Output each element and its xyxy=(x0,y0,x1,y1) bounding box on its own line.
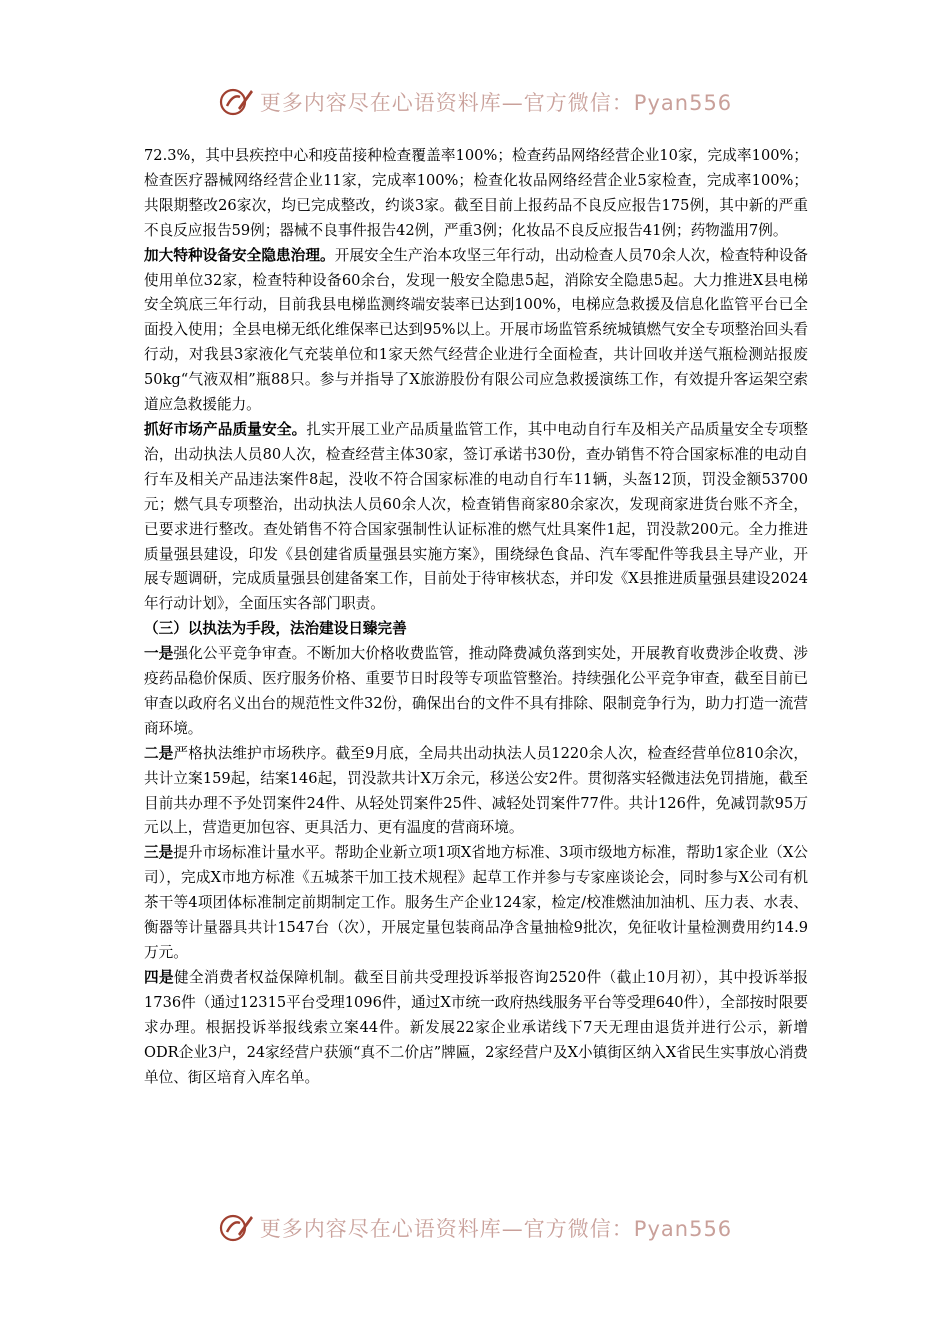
paragraph xyxy=(144,418,808,617)
paragraph xyxy=(144,244,808,418)
pen-logo-icon xyxy=(218,1210,254,1246)
paragraph-text: 提升市场标准计量水平。帮助企业新立项1项X省地方标准、3项市级地方标准，帮助1家企业（X公司），完成X市地方标准《五城茶干加工技术规程》起草工作并参与专家座谈论会，同时参与X公司有机茶干等4项团体标准制定前期制定工作。服务生产企业124家，检定/校准燃油加油机、压力表、水表、衡器等计量器具共计1547台（次），开展定量包装商品净含量抽检9批次，免征收计量检测费用约14.9万元。 xyxy=(144,844,808,961)
banner-text: 更多内容尽在心语资料库—官方微信：Pyan556 xyxy=(259,1217,733,1241)
paragraph-text: 健全消费者权益保障机制。截至目前共受理投诉举报咨询2520件（截止10月初），其中投诉举报1736件（通过12315平台受理1096件，通过X市统一政府热线服务平台等受理640件），全部按时限要求办理。根据投诉举报线索立案44件。新发展22家企业承诺线下7天无理由退货并进行公示，新增ODR企业3户，24家经营户获颁“真不二价店”牌匾，2家经营户及X小镇街区纳入X省民生实事放心消费单位、街区培育入库名单。 xyxy=(144,968,808,1086)
paragraph-text: 严格执法维护市场秩序。截至9月底，全局共出动执法人员1220余人次，检查经营单位810余次，共计立案159起，结案146起，罚没款共计X万余元，移送公安2件。贯彻落实轻微违法免罚措施，截至目前共办理不予处罚案件24件、从轻处罚案件25件、减轻处罚案件77件。共计126件，免减罚款95万元以上，营造更加包容、更具活力、更有温度的营商环境。 xyxy=(144,744,808,837)
footer-banner xyxy=(0,1208,950,1248)
pen-logo-icon xyxy=(218,84,254,120)
paragraph xyxy=(144,144,808,244)
paragraph-text: 开展安全生产治本攻坚三年行动，出动检查人员70余人次，检查特种设备使用单位32家，检查特种设备60余台，发现一般安全隐患5起，消除安全隐患5起。大力推进X县电梯安全筑底三年行动，目前我县电梯监测终端安装率已达到100%，电梯应急救援及信息化监管平台已全面投入使用；全县电梯无纸化维保率已达到95%以上。开展市场监管系统城镇燃气安全专项整治回头看行动，对我县3家液化气充装单位和1家天然气经营企业进行全面检查，共计回收并送气瓶检测站报废50kg“气液双相”瓶88只。参与并指导了X旅游股份有限公司应急救援演练工作，有效提升客运架空索道应急救援能力。 xyxy=(144,246,808,414)
paragraph-lead: 四是 xyxy=(144,968,175,986)
paragraph-lead: 抓好市场产品质量安全。 xyxy=(144,420,307,438)
document-body xyxy=(144,144,808,1090)
paragraph xyxy=(144,642,808,742)
paragraph-lead: 一是 xyxy=(144,645,174,663)
paragraph-lead: 二是 xyxy=(144,744,174,762)
section-heading: （三）以执法为手段，法治建设日臻完善 xyxy=(144,620,407,638)
paragraph-text: 72.3%，其中县疾控中心和疫苗接种检查覆盖率100%；检查药品网络经营企业10家，完成率100%；检查医疗器械网络经营企业11家，完成率100%；检查化妆品网络经营企业5家检查，完成率100%；共限期整改26家次，均已完成整改，约谈3家。截至目前上报药品不良反应报告175例，其中新的严重不良反应报告59例；器械不良事件报告42例，严重3例；化妆品不良反应报告41例；药物滥用7例。 xyxy=(144,147,808,239)
paragraph-lead: 三是 xyxy=(144,844,174,862)
paragraph-lead: 加大特种设备安全隐患治理。 xyxy=(144,246,335,264)
paragraph-text: 扎实开展工业产品质量监管工作，其中电动自行车及相关产品质量安全专项整治，出动执法人员80人次，检查经营主体30家，签订承诺书30份，查办销售不符合国家标准的电动自行车及相关产品违法案件8起，没收不符合国家标准的电动自行车11辆，头盔12顶，罚没金额53700元；燃气具专项整治，出动执法人员60余人次，检查销售商家80余家次，发现商家进货台账不齐全，已要求进行整改。查处销售不符合国家强制性认证标准的燃气灶具案件1起，罚没款200元。全力推进质量强县建设，印发《县创建省质量强县实施方案》，围绕绿色食品、汽车零配件等我县主导产业，开展专题调研，完成质量强县创建备案工作，目前处于待审核状态，并印发《X县推进质量强县建设2024年行动计划》，全面压实各部门职责。 xyxy=(144,420,808,613)
banner-text: 更多内容尽在心语资料库—官方微信：Pyan556 xyxy=(259,91,733,115)
paragraph xyxy=(144,966,808,1091)
header-banner xyxy=(0,82,950,122)
paragraph-text: 强化公平竞争审查。不断加大价格收费监管，推动降费减负落到实处，开展教育收费涉企收费、涉疫药品稳价保质、医疗服务价格、重要节日时段等专项监管整治。持续强化公平竞争审查，截至目前已审查以政府名义出台的规范性文件32份，确保出台的文件不具有排除、限制竞争行为，助力打造一流营商环境。 xyxy=(144,645,808,737)
paragraph xyxy=(144,742,808,842)
paragraph xyxy=(144,841,808,966)
